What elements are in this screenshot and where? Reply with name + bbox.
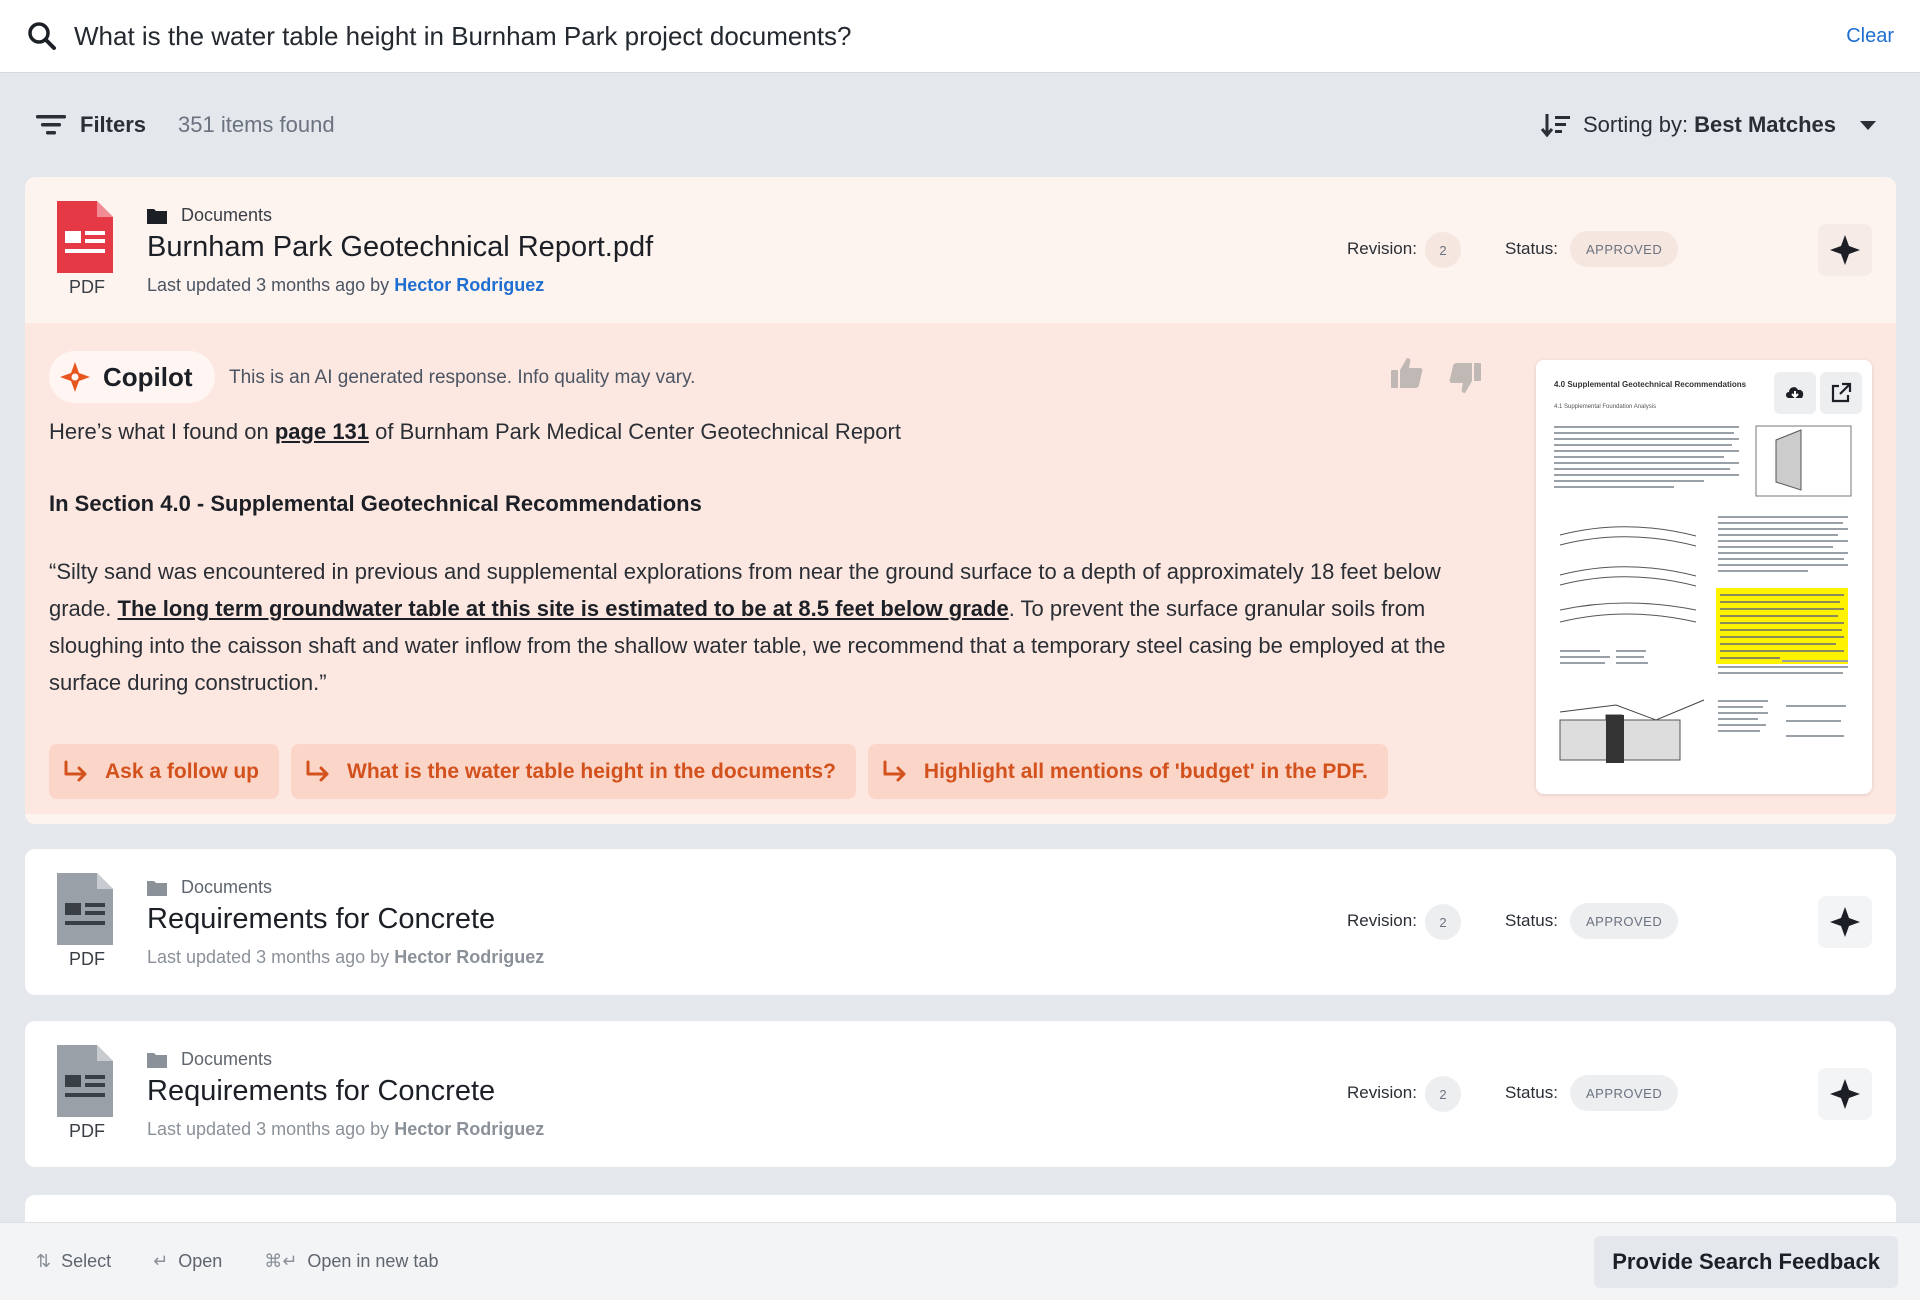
status-badge: APPROVED — [1570, 231, 1678, 267]
result-card[interactable] — [25, 1021, 1896, 1167]
intro-text: Here’s what I found on — [49, 419, 269, 444]
ai-sparkle-button[interactable] — [1818, 1068, 1872, 1120]
file-type-label: PDF — [69, 1121, 105, 1141]
pdf-file-icon — [57, 201, 113, 273]
clear-button[interactable]: Clear — [1846, 24, 1894, 47]
quoted-excerpt — [49, 553, 1509, 701]
quote-end: . To prevent the surface granular soils from sloughing into the caisson shaft and water inflow from the shallow water table, we recommend that a temporary steel casing be employed at the surface during construction.” — [49, 596, 1446, 695]
search-bar — [0, 0, 1920, 73]
result-title[interactable]: Requirements for Concrete — [147, 903, 496, 935]
result-title[interactable]: Requirements for Concrete — [147, 1075, 496, 1107]
revision-badge: 2 — [1425, 904, 1461, 940]
open-external-button[interactable] — [1820, 372, 1862, 414]
pdf-file-icon — [57, 873, 113, 945]
sort-dropdown[interactable] — [1541, 112, 1884, 138]
intro-source: of Burnham Park Medical Center Geotechnical Report — [375, 419, 901, 444]
provide-feedback-button[interactable]: Provide Search Feedback — [1594, 1236, 1898, 1288]
chip-label: Highlight all mentions of 'budget' in the PDF. — [923, 759, 1368, 783]
follow-up-chip[interactable] — [49, 744, 279, 799]
revision-label: Revision: — [1347, 239, 1417, 258]
updated-text: Last updated 3 months ago by — [147, 947, 390, 967]
ai-sparkle-button[interactable] — [1818, 224, 1872, 276]
author-link[interactable]: Hector Rodriguez — [394, 947, 545, 967]
sort-icon — [1541, 112, 1571, 138]
copilot-panel — [25, 323, 1896, 814]
result-meta — [147, 1119, 544, 1140]
result-card[interactable] — [25, 849, 1896, 995]
hint-select — [36, 1251, 111, 1272]
up-down-arrows-icon: ⇅ — [36, 1251, 52, 1272]
folder-icon — [147, 880, 167, 896]
sort-value: Best Matches — [1694, 112, 1836, 137]
sort-prefix: Sorting by: — [1582, 112, 1689, 137]
turn-right-arrow-icon — [305, 760, 333, 784]
file-type-label: PDF — [69, 949, 105, 969]
result-meta — [147, 947, 544, 968]
updated-text: Last updated 3 months ago by — [147, 1119, 390, 1139]
quote-start: “Silty sand was encountered in previous and supplemental explorations from near the ground surface to a depth of approximately 18 feet below grade. — [49, 559, 1441, 621]
hint-label: Open in new tab — [307, 1251, 439, 1271]
result-title[interactable]: Burnham Park Geotechnical Report.pdf — [147, 231, 654, 263]
copilot-name: Copilot — [103, 361, 193, 392]
turn-right-arrow-icon — [882, 760, 910, 784]
breadcrumb — [147, 877, 272, 898]
breadcrumb-category: Documents — [181, 877, 273, 897]
preview-title: 4.0 Supplemental Geotechnical Recommendations — [1554, 380, 1747, 389]
result-header — [25, 177, 1896, 323]
results-toolbar — [0, 73, 1920, 177]
thumbs-down-icon[interactable] — [1448, 361, 1482, 395]
revision-badge: 2 — [1425, 232, 1461, 268]
filters-button[interactable] — [36, 112, 146, 138]
page-link[interactable]: page 131 — [274, 419, 370, 444]
cloud-download-icon — [1784, 382, 1806, 404]
hint-open — [153, 1251, 222, 1272]
revision-badge: 2 — [1425, 1076, 1461, 1112]
quote-highlight: The long term groundwater table at this site is estimated to be at 8.5 feet below grade — [117, 596, 1009, 621]
result-header — [25, 1021, 1896, 1167]
pdf-file-icon — [57, 1045, 113, 1117]
results-count: 351 items found — [178, 112, 335, 137]
chip-label: Ask a follow up — [105, 759, 260, 783]
keyboard-hints-footer — [0, 1222, 1920, 1300]
hint-label: Open — [178, 1251, 223, 1271]
author-link[interactable]: Hector Rodriguez — [394, 275, 545, 295]
result-card[interactable] — [25, 177, 1896, 824]
file-type-label: PDF — [69, 277, 105, 297]
preview-subtitle: 4.1 Supplemental Foundation Analysis — [1554, 404, 1657, 410]
command-return-icon: ⌘↵ — [264, 1251, 298, 1272]
filters-label: Filters — [80, 112, 147, 137]
ai-disclaimer: This is an AI generated response. Info quality may vary. — [229, 367, 696, 388]
return-key-icon: ↵ — [153, 1251, 169, 1272]
download-button[interactable] — [1774, 372, 1816, 414]
suggestion-chip[interactable] — [868, 744, 1388, 799]
preview-page-content — [1536, 360, 1872, 794]
hint-open-new-tab — [264, 1251, 438, 1272]
search-input[interactable]: What is the water table height in Burnham Park project documents? — [74, 20, 852, 51]
turn-right-arrow-icon — [63, 760, 91, 784]
sparkle-icon — [1830, 235, 1860, 265]
sparkle-icon — [1830, 907, 1860, 937]
result-header — [25, 849, 1896, 995]
thumbs-up-icon[interactable] — [1390, 356, 1424, 390]
ai-sparkle-button[interactable] — [1818, 896, 1872, 948]
copilot-intro — [49, 419, 901, 445]
chip-label: What is the water table height in the documents? — [347, 759, 836, 783]
copilot-badge — [49, 351, 215, 403]
folder-icon — [147, 208, 167, 224]
search-icon — [26, 20, 58, 52]
document-preview[interactable] — [1536, 360, 1872, 794]
revision-label: Revision: — [1347, 911, 1417, 930]
breadcrumb — [147, 205, 272, 226]
preview-page — [1536, 360, 1872, 794]
breadcrumb-category: Documents — [181, 205, 273, 225]
folder-icon — [147, 1052, 167, 1068]
breadcrumb-category: Documents — [181, 1049, 273, 1069]
suggestion-chips — [49, 744, 1388, 799]
status-label: Status: — [1505, 239, 1558, 258]
status-badge: APPROVED — [1570, 903, 1678, 939]
suggestion-chip[interactable] — [291, 744, 856, 799]
filter-icon — [36, 113, 66, 137]
status-badge: APPROVED — [1570, 1075, 1678, 1111]
breadcrumb — [147, 1049, 272, 1070]
updated-text: Last updated 3 months ago by — [147, 275, 390, 295]
status-label: Status: — [1505, 1083, 1558, 1102]
status-label: Status: — [1505, 911, 1558, 930]
author-link[interactable]: Hector Rodriguez — [394, 1119, 545, 1139]
external-link-icon — [1830, 382, 1852, 404]
sparkle-icon — [1830, 1079, 1860, 1109]
hint-label: Select — [61, 1251, 112, 1271]
copilot-logo-icon — [59, 361, 91, 393]
section-heading: In Section 4.0 - Supplemental Geotechnical Recommendations — [49, 491, 702, 516]
chevron-down-icon — [1860, 121, 1876, 130]
result-meta — [147, 275, 544, 296]
revision-label: Revision: — [1347, 1083, 1417, 1102]
